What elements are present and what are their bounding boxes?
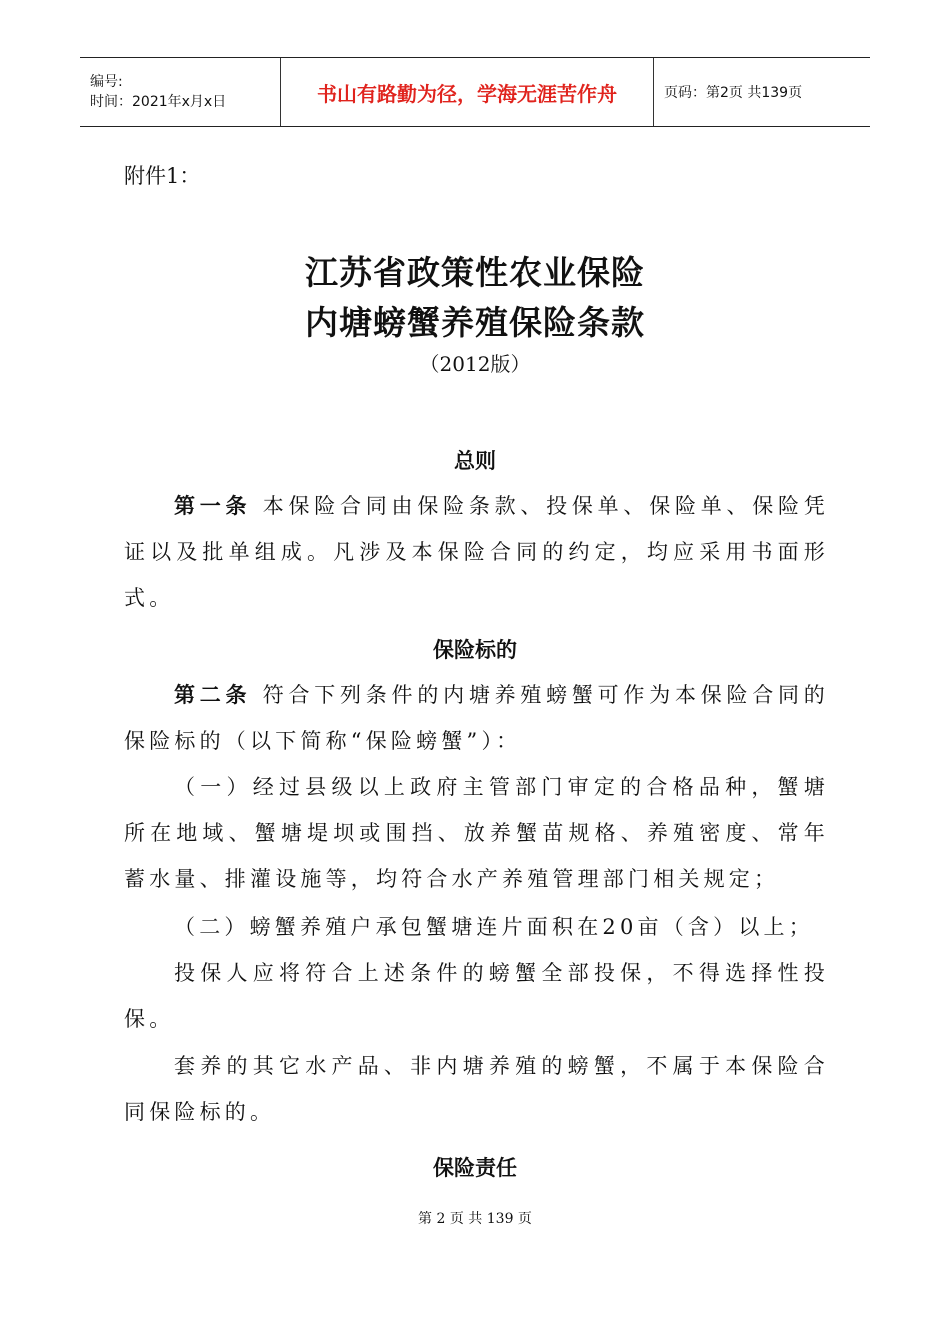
attachment-label: 附件1： [124, 164, 201, 188]
article-2-label: 第二条 [174, 682, 252, 707]
header-page-info: 页码：第2页 共139页 [664, 85, 803, 101]
document-title-line2: 内塘螃蟹养殖保险条款 [305, 303, 645, 342]
section-heading-general: 总则 [454, 448, 496, 473]
section-heading-liability: 保险责任 [433, 1155, 517, 1180]
page-footer: 第 2 页 共 139 页 [418, 1211, 532, 1227]
document-number-label: 编号: [90, 74, 123, 90]
article-1-label: 第一条 [174, 493, 252, 518]
article-1-text: 本保险合同由保险条款、投保单、保险单、保险凭证以及批单组成。凡涉及本保险合同的约定，均应采用书面形式。 [124, 494, 829, 610]
document-time: 时间：2021年x月x日 [90, 94, 227, 110]
article-1 [124, 483, 829, 621]
document-version: （2012版） [419, 352, 531, 376]
article-2-text: 符合下列条件的内塘养殖螃蟹可作为本保险合同的保险标的（以下简称“保险螃蟹”）： [124, 683, 829, 753]
section-heading-subject: 保险标的 [433, 637, 517, 662]
article-2-item-1: （一）经过县级以上政府主管部门审定的合格品种，蟹塘所在地域、蟹塘堤坝或围挡、放养蟹苗规格、养殖密度、常年蓄水量、排灌设施等，均符合水产养殖管理部门相关规定； [124, 775, 829, 891]
article-2 [124, 672, 829, 764]
paragraph-excluded: 套养的其它水产品、非内塘养殖的螃蟹，不属于本保险合同保险标的。 [124, 1054, 829, 1124]
article-2-item-2: （二）螃蟹养殖户承包蟹塘连片面积在20亩（含）以上； [174, 915, 814, 939]
header-motto: 书山有路勤为径，学海无涯苦作舟 [280, 58, 654, 126]
document-title-line1: 江苏省政策性农业保险 [305, 253, 645, 292]
page-header [80, 57, 870, 127]
header-meta [80, 58, 280, 126]
paragraph-insure-all: 投保人应将符合上述条件的螃蟹全部投保，不得选择性投保。 [124, 961, 829, 1031]
